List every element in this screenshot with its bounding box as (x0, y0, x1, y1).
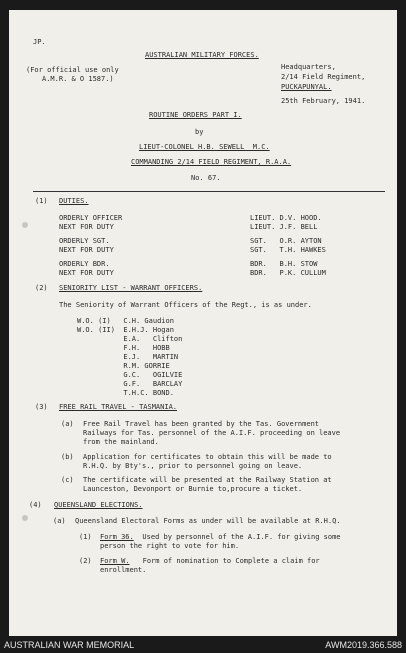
commanding-officer: LIEUT-COLONEL H.B. SEWELL M.C. (139, 143, 270, 151)
duty-role: NEXT FOR DUTY (59, 223, 114, 231)
section-3-number: (3) (35, 403, 48, 411)
duty-role: NEXT FOR DUTY (59, 246, 114, 254)
duty-names: SGT. O.R. AYTON (250, 237, 322, 245)
document-title: AUSTRALIAN MILITARY FORCES. (145, 51, 259, 59)
item-line: The certificate will be presented at the Railway Station at (83, 476, 332, 484)
item-line: Free Rail Travel has been granted by the Tas. Government (83, 420, 320, 428)
archive-footer (0, 638, 406, 653)
duty-role: ORDERLY SGT. (59, 237, 110, 245)
item-label: (a) (61, 420, 74, 428)
archive-reference: AWM2019.366.588 (325, 640, 402, 650)
form-line: enrollment. (100, 566, 147, 574)
order-number: No. 67. (191, 174, 221, 182)
form-line: Form of nomination to Complete a claim for (130, 557, 320, 565)
section-4-number: (4) (29, 501, 42, 509)
item-label: (b) (61, 453, 74, 461)
item-line: from the mainland. (83, 438, 159, 446)
section-3-title: FREE RAIL TRAVEL - TASMANIA. (59, 403, 178, 411)
duty-names: SGT. T.H. HAWKES (250, 246, 326, 254)
form-line: person the right to vote for him. (100, 542, 240, 550)
duty-names: LIEUT. D.V. HOOD. (250, 214, 322, 222)
warrant-officer-entry: G.F. BARCLAY (77, 380, 183, 388)
headquarters-line-2: 2/14 Field Regiment, (281, 73, 366, 81)
orders-title: ROUTINE ORDERS PART I. (149, 111, 242, 119)
document-page (9, 10, 397, 636)
warrant-officer-entry: G.C. OGILVIE (77, 371, 183, 379)
warrant-officer-entry: T.H.C. BOND. (77, 389, 174, 397)
section-2-title: SENIORITY LIST - WARRANT OFFICERS. (59, 284, 203, 292)
warrant-officer-entry: E.A. Clifton (77, 335, 183, 343)
form-label: (2) (79, 557, 92, 565)
warrant-officer-entry: E.J. MARTIN (77, 353, 179, 361)
section-divider (33, 191, 385, 192)
form-line: Used by personnel of the A.I.F. for giving some (134, 533, 341, 541)
duty-names: BDR. B.H. STOW (250, 260, 318, 268)
warrant-officer-entry: F.H. HOBB (77, 344, 170, 352)
item-line: Application for certificates to obtain this will be made to (83, 453, 332, 461)
section-1-title: DUTIES. (59, 197, 89, 205)
headquarters-line-1: Headquarters, (281, 63, 336, 71)
duty-names: LIEUT. J.F. BELL (250, 223, 318, 231)
duty-role: ORDERLY BDR. (59, 260, 110, 268)
form-name: Form 36. (100, 533, 134, 541)
section-2-intro: The Seniority of Warrant Officers of the Regt., is as under. (59, 301, 312, 309)
orders-by: by (195, 128, 204, 136)
punch-hole (22, 222, 28, 228)
document-date: 25th February, 1941. (281, 97, 366, 105)
item-line: R.H.Q. by Bty's., prior to personnel going on leave. (83, 462, 303, 470)
punch-hole (22, 515, 28, 521)
duty-role: NEXT FOR DUTY (59, 269, 114, 277)
section-1-number: (1) (35, 197, 48, 205)
item-line: Launceston, Devonport or Burnie to,procure a ticket. (83, 485, 303, 493)
warrant-officer-entry: W.O. (II) E.H.J. Hogan (77, 326, 174, 334)
form-label: (1) (79, 533, 92, 541)
item-line: Railways for Tas. personnel of the A.I.F. proceeding on leave (83, 429, 341, 437)
section-4-title: QUEENSLAND ELECTIONS. (54, 501, 143, 509)
official-use-line-1: (For official use only (26, 66, 119, 74)
headquarters-line-3: PUCKAPUNYAL. (281, 83, 332, 91)
duty-role: ORDERLY OFFICER (59, 214, 123, 222)
file-reference: JP. (33, 38, 46, 46)
form-name: Form W. (100, 557, 130, 565)
official-use-line-2: A.M.R. & O 1587.) (42, 75, 114, 83)
item-line: Queensland Electoral Forms as under will be available at R.H.Q. (75, 517, 341, 525)
command-line: COMMANDING 2/14 FIELD REGIMENT, R.A.A. (131, 158, 292, 166)
item-label: (a) (53, 517, 66, 525)
duty-names: BDR. P.K. CULLUM (250, 269, 326, 277)
archive-name: AUSTRALIAN WAR MEMORIAL (4, 640, 135, 650)
item-label: (c) (61, 476, 74, 484)
section-2-number: (2) (35, 284, 48, 292)
warrant-officer-entry: W.O. (I) C.H. Gaudion (77, 317, 174, 325)
warrant-officer-entry: R.M. GORRIE (77, 362, 170, 370)
